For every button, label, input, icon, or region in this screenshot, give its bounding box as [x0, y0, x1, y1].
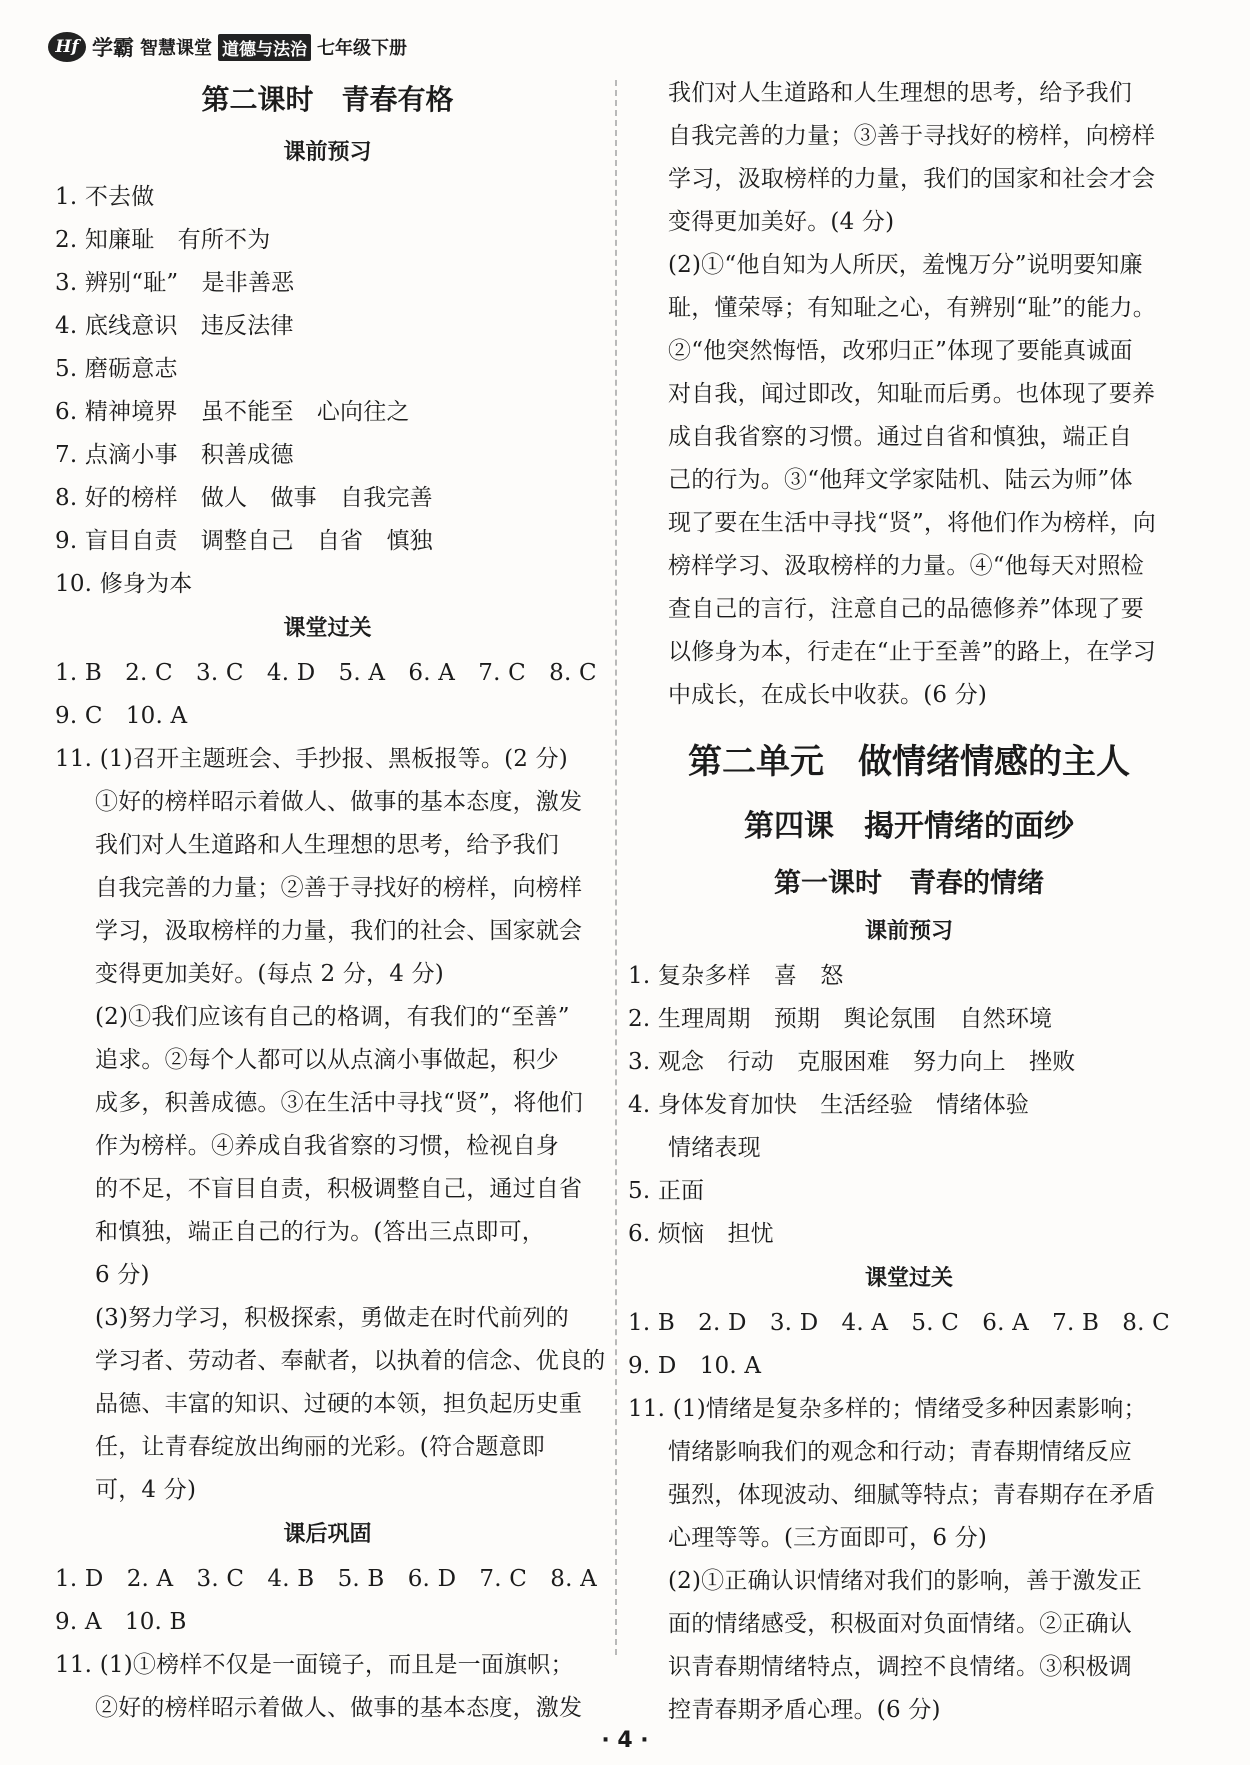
- answer-line: 1. B 2. C 3. C 4. D 5. A 6. A 7. C 8. C: [55, 660, 597, 686]
- answer-line: 1. 复杂多样 喜 怒: [628, 963, 844, 989]
- answer-line: 心理等等。(三方面即可，6 分): [668, 1525, 988, 1551]
- answer-line: 耻，懂荣辱；有知耻之心，有辨别“耻”的能力。: [668, 295, 1156, 321]
- answer-line: 5. 正面: [628, 1178, 705, 1204]
- after-choice-answers: [55, 1558, 600, 1644]
- answer-line: 现了要在生活中寻找“贤”，将他们作为榜样，向: [668, 510, 1156, 536]
- section-heading-class: 课堂过关: [864, 1266, 953, 1291]
- answer-line: 榜样学习、汲取榜样的力量。④“他每天对照检: [668, 553, 1144, 579]
- answer-line: 6. 精神境界 虽不能至 心向往之: [55, 399, 410, 425]
- left-column: [55, 70, 606, 1730]
- answer-line: 学习，汲取榜样的力量，我们的社会、国家就会: [95, 918, 583, 944]
- answer-line: 2. 生理周期 预期 舆论氛围 自然环境: [628, 1006, 1053, 1032]
- answer-line: 控青春期矛盾心理。(6 分): [668, 1697, 941, 1723]
- answer-line: 1. D 2. A 3. C 4. B 5. B 6. D 7. C 8. A: [55, 1566, 597, 1592]
- answer-line: 任，让青春绽放出绚丽的光彩。(符合题意即: [95, 1434, 545, 1460]
- answer-line: 中成长，在成长中收获。(6 分): [668, 682, 988, 708]
- class-choice-answers: [628, 1302, 1190, 1388]
- right-column: [628, 72, 1190, 1732]
- answer-line: 7. 点滴小事 积善成德: [55, 442, 294, 468]
- answer-line: 查自己的言行，注意自己的品德修养”体现了要: [668, 596, 1144, 622]
- answer-line: 11. (1)召开主题班会、手抄报、黑板报等。(2 分): [55, 746, 568, 772]
- answer-line: 的不足，不盲目自责，积极调整自己，通过自省: [95, 1176, 583, 1202]
- section-heading-after: 课后巩固: [283, 1522, 372, 1547]
- answer-line: ①好的榜样昭示着做人、做事的基本态度，激发: [95, 789, 583, 815]
- answer-line: 成自我省察的习惯。通过自省和慎独，端正自: [668, 424, 1132, 450]
- page-number: · 4 ·: [601, 1728, 649, 1753]
- answer-line: 6 分): [95, 1262, 150, 1288]
- subject-tag: 道德与法治: [218, 34, 311, 61]
- answer-line: 变得更加美好。(每点 2 分，4 分): [95, 961, 444, 987]
- answer-line: 2. 知廉耻 有所不为: [55, 227, 271, 253]
- period-title: 第一课时 青春的情绪: [774, 868, 1044, 899]
- section-heading-class: 课堂过关: [283, 616, 372, 641]
- answer-line: 9. A 10. B: [55, 1609, 187, 1635]
- class-q11-answer: [628, 1388, 1190, 1732]
- section-heading-preview: 课前预习: [283, 140, 372, 165]
- brand-logo-icon: Hf: [48, 32, 86, 62]
- answer-line: 识青春期情绪特点，调控不良情绪。③积极调: [668, 1654, 1132, 1680]
- answer-line: 对自我，闻过即改，知耻而后勇。也体现了要养: [668, 381, 1156, 407]
- answer-line: 追求。②每个人都可以从点滴小事做起，积少: [95, 1047, 559, 1073]
- section-heading-preview: 课前预习: [864, 919, 953, 944]
- preview-answers: [55, 176, 600, 606]
- after-q11-answer: [55, 1644, 600, 1730]
- answer-line: 我们对人生道路和人生理想的思考，给予我们: [668, 80, 1132, 106]
- answer-line: 9. C 10. A: [55, 703, 188, 729]
- answer-line: 4. 身体发育加快 生活经验 情绪体验: [628, 1092, 1030, 1118]
- answer-line: 以修身为本，行走在“止于至善”的路上，在学习: [668, 639, 1156, 665]
- answer-line: (2)①“他自知为人所厌，羞愧万分”说明要知廉: [668, 252, 1143, 278]
- answer-line: (3)努力学习，积极探索，勇做走在时代前列的: [95, 1305, 569, 1331]
- answer-line: 9. 盲目自责 调整自己 自省 慎独: [55, 528, 433, 554]
- answer-line: 6. 烦恼 担忧: [628, 1221, 774, 1247]
- answer-line: 5. 磨砺意志: [55, 356, 178, 382]
- answer-line: 11. (1)情绪是复杂多样的；情绪受多种因素影响；: [628, 1396, 1147, 1422]
- answer-line: 作为榜样。④养成自我省察的习惯，检视自身: [95, 1133, 559, 1159]
- answer-line: 自我完善的力量；②善于寻找好的榜样，向榜样: [95, 875, 583, 901]
- answer-line: 成多，积善成德。③在生活中寻找“贤”，将他们: [95, 1090, 583, 1116]
- answer-line: 学习者、劳动者、奉献者，以执着的信念、优良的: [95, 1348, 606, 1374]
- answer-line: 1. 不去做: [55, 184, 155, 210]
- continued-answer: [628, 72, 1190, 717]
- brand-subtitle: 智慧课堂: [140, 38, 212, 59]
- brand-name: 学霸: [92, 36, 134, 60]
- answer-line: ②好的榜样昭示着做人、做事的基本态度，激发: [95, 1695, 583, 1721]
- answer-line: 学习，汲取榜样的力量，我们的国家和社会才会: [668, 166, 1156, 192]
- class-q11-answer: [55, 738, 606, 1512]
- answer-line: 面的情绪感受，积极面对负面情绪。②正确认: [668, 1611, 1132, 1637]
- answer-line: (2)①正确认识情绪对我们的影响，善于激发正: [668, 1568, 1142, 1594]
- answer-line: 自我完善的力量；③善于寻找好的榜样，向榜样: [668, 123, 1156, 149]
- unit-title: 第二单元 做情绪情感的主人: [688, 742, 1130, 782]
- answer-line: 8. 好的榜样 做人 做事 自我完善: [55, 485, 433, 511]
- answer-line: 强烈，体现波动、细腻等特点；青春期存在矛盾: [668, 1482, 1156, 1508]
- lesson-title: 第四课 揭开情绪的面纱: [744, 809, 1074, 844]
- answer-line: 3. 观念 行动 克服困难 努力向上 挫败: [628, 1049, 1076, 1075]
- answer-line: 3. 辨别“耻” 是非善恶: [55, 270, 295, 296]
- answer-line: 4. 底线意识 违反法律: [55, 313, 294, 339]
- preview-answers: [628, 955, 1190, 1256]
- column-divider: [615, 80, 617, 1655]
- page-header: [48, 30, 407, 64]
- answer-line: 11. (1)①榜样不仅是一面镜子，而且是一面旗帜；: [55, 1652, 574, 1678]
- answer-line: 1. B 2. D 3. D 4. A 5. C 6. A 7. B 8. C: [628, 1310, 1170, 1336]
- answer-line: 品德、丰富的知识、过硬的本领，担负起历史重: [95, 1391, 583, 1417]
- answer-line: (2)①我们应该有自己的格调，有我们的“至善”: [95, 1004, 570, 1030]
- grade-label: 七年级下册: [317, 38, 407, 59]
- lesson-title: 第二课时 青春有格: [201, 83, 454, 116]
- answer-line: 变得更加美好。(4 分): [668, 209, 895, 235]
- answer-line: ②“他突然悔悟，改邪归正”体现了要能真诚面: [668, 338, 1133, 364]
- answer-line: 9. D 10. A: [628, 1353, 762, 1379]
- answer-line: 己的行为。③“他拜文学家陆机、陆云为师”体: [668, 467, 1133, 493]
- answer-line: 情绪影响我们的观念和行动；青春期情绪反应: [668, 1439, 1132, 1465]
- answer-line: 我们对人生道路和人生理想的思考，给予我们: [95, 832, 559, 858]
- answer-line: 情绪表现: [668, 1135, 761, 1161]
- answer-line: 10. 修身为本: [55, 571, 193, 597]
- answer-line: 和慎独，端正自己的行为。(答出三点即可，: [95, 1219, 545, 1245]
- class-choice-answers: [55, 652, 600, 738]
- answer-line: 可，4 分): [95, 1477, 197, 1503]
